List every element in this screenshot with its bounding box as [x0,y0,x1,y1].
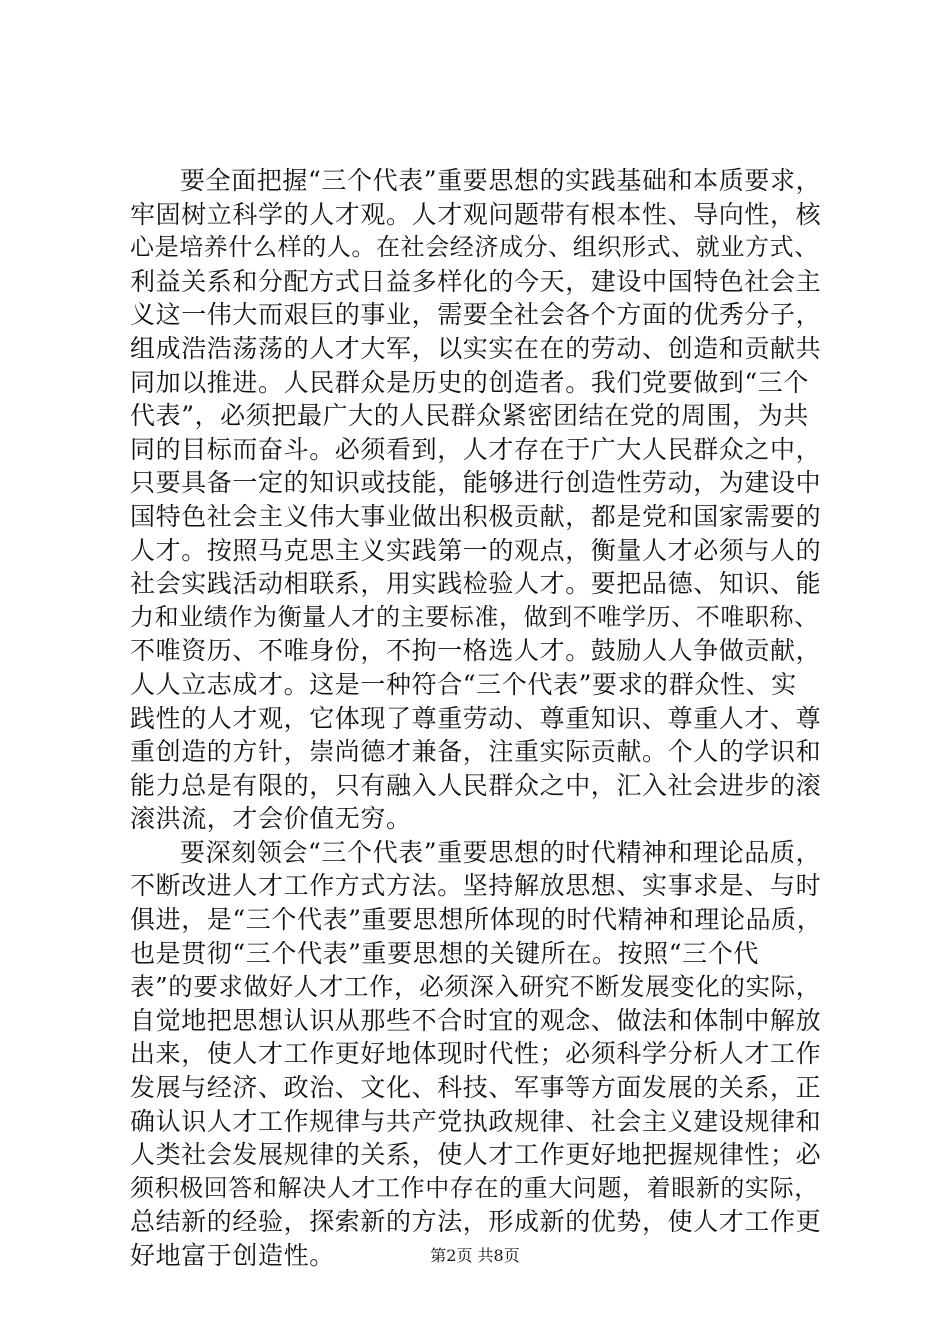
text-line: 践性的人才观，它体现了尊重劳动、尊重知识、尊重人才、尊 [130,703,822,733]
text-line: 义这一伟大而艰巨的事业，需要全社会各个方面的优秀分子， [130,300,822,330]
text-line: 要深刻领会“三个代表”重要思想的时代精神和理论品质， [180,837,822,867]
text-line: 也是贯彻“三个代表”重要思想的关键所在。按照“三个代 [130,938,759,968]
text-line: 要全面把握“三个代表”重要思想的实践基础和本质要求， [180,166,822,195]
text-line: 总结新的经验，探索新的方法，形成新的优势，使人才工作更 [130,1207,822,1237]
text-line: 社会实践活动相联系，用实践检验人才。要把品德、知识、能 [130,569,822,599]
page-footer [0,1245,950,1267]
text-line: 确认识人才工作规律与共产党执政规律、社会主义建设规律和 [130,1106,822,1136]
text-line: 发展与经济、政治、文化、科技、军事等方面发展的关系，正 [130,1073,822,1103]
text-line: 同的目标而奋斗。必须看到，人才存在于广大人民群众之中， [130,434,822,464]
text-line: 自觉地把思想认识从那些不合时宜的观念、做法和体制中解放 [130,1005,822,1035]
text-line: 人人立志成才。这是一种符合“三个代表”要求的群众性、实 [130,669,797,699]
text-line: 力和业绩作为衡量人才的主要标准，做到不唯学历、不唯职称、 [130,602,819,631]
text-line: 人类社会发展规律的关系，使人才工作更好地把握规律性；必 [130,1140,822,1170]
page-indicator: 第2页 共8页 [430,1246,520,1265]
text-line: 不断改进人才工作方式方法。坚持解放思想、实事求是、与时 [130,871,822,901]
text-line: 重创造的方针，崇尚德才兼备，注重实际贡献。个人的学识和 [130,737,822,767]
text-line: 俱进，是“三个代表”重要思想所体现的时代精神和理论品质， [130,905,823,935]
text-line: 国特色社会主义伟大事业做出积极贡献，都是党和国家需要的 [130,501,822,531]
text-line: 牢固树立科学的人才观。人才观问题带有根本性、导向性，核 [130,199,822,229]
text-line: 能力总是有限的，只有融入人民群众之中，汇入社会进步的滚 [130,770,822,800]
text-line: 利益关系和分配方式日益多样化的今天，建设中国特色社会主 [130,266,822,296]
text-line: 不唯资历、不唯身份，不拘一格选人才。鼓励人人争做贡献， [130,636,822,666]
paragraph-1 [130,164,830,836]
text-line: 表”的要求做好人才工作，必须深入研究不断发展变化的实际， [130,972,821,1002]
text-line: 同加以推进。人民群众是历史的创造者。我们党要做到“三个 [130,367,809,397]
paragraph-2 [130,836,830,1273]
document-body [130,164,830,1273]
text-line: 人才。按照马克思主义实践第一的观点，衡量人才必须与人的 [130,535,822,565]
text-line: 心是培养什么样的人。在社会经济成分、组织形式、就业方式、 [130,233,819,262]
text-line: 好地富于创造性。 [130,1241,335,1270]
text-line: 滚洪流，才会价值无穷。 [130,804,412,834]
text-line: 只要具备一定的知识或技能，能够进行创造性劳动，为建设中 [130,468,822,498]
text-line: 须积极回答和解决人才工作中存在的重大问题，着眼新的实际， [130,1173,819,1202]
text-line: 组成浩浩荡荡的人才大军，以实实在在的劳动、创造和贡献共 [130,333,822,363]
text-line: 出来，使人才工作更好地体现时代性；必须科学分析人才工作 [130,1039,822,1069]
text-line: 代表”，必须把最广大的人民群众紧密团结在党的周围，为共 [130,401,809,431]
